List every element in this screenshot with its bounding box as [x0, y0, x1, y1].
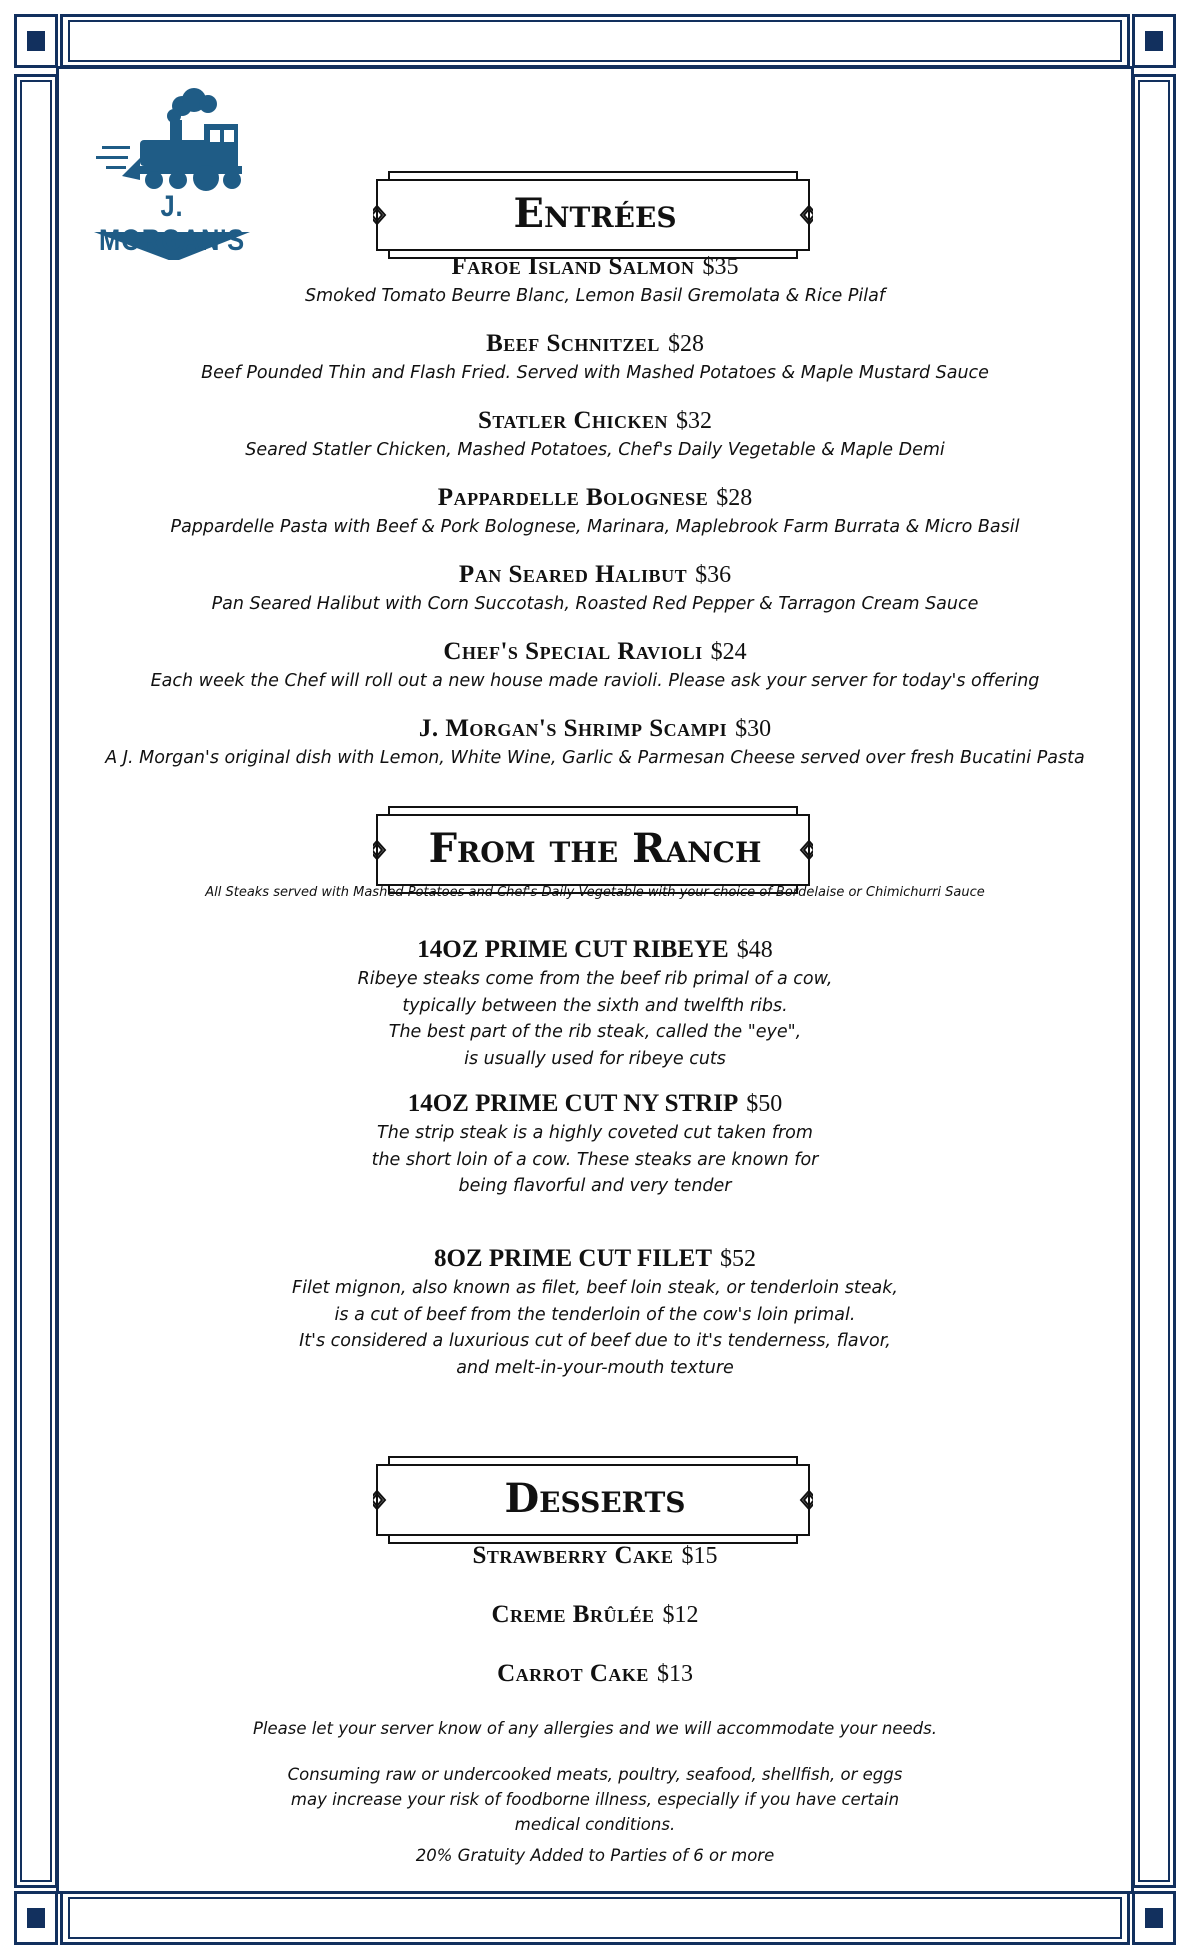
menu-item-name: Beef Schnitzel [486, 330, 660, 357]
steak-description-line: Ribeye steaks come from the beef rib primal of a cow, [357, 969, 833, 989]
logo-text: J. MORGAN'S [98, 190, 246, 257]
section-title-entrees: Entrées [513, 190, 677, 237]
menu-item-name: Chef's Special Ravioli [443, 638, 703, 665]
food-warning-line-1: Consuming raw or undercooked meats, poultry, seafood, shellfish, or eggs [287, 1765, 903, 1784]
steak-description [60, 1120, 1130, 1200]
corner-bottom-right-square [1145, 1908, 1163, 1928]
steak-price: $50 [746, 1091, 783, 1117]
menu-item [60, 330, 1130, 386]
steak-description-line: typically between the sixth and twelfth ribs. [402, 995, 788, 1016]
menu-item-name: J. Morgan's Shrimp Scampi [418, 715, 728, 742]
dessert-price: $13 [656, 1661, 693, 1687]
steak-description-line: is usually used for ribeye cuts [464, 1048, 726, 1069]
menu-item [60, 407, 1130, 463]
menu-item [60, 253, 1130, 309]
steak-description-line: It's considered a luxurious cut of beef due to it's tenderness, flavor, [299, 1331, 891, 1351]
menu-item-name: Pan Seared Halibut [458, 561, 688, 588]
dessert-item [60, 1660, 1130, 1688]
steak-description-line: is a cut of beef from the tenderloin of the cow's loin primal. [334, 1304, 856, 1325]
menu-content [60, 60, 1130, 1890]
section-title-ranch: From the Ranch [428, 825, 762, 872]
dessert-item [60, 1542, 1130, 1570]
menu-item-description: Seared Statler Chicken, Mashed Potatoes, Chef's Daily Vegetable & Maple Demi [245, 440, 945, 460]
steak-description [60, 1275, 1130, 1381]
menu-item-name: Pappardelle Bolognese [437, 484, 709, 511]
steak-description [60, 966, 1130, 1072]
ranch-note: All Steaks served with Mashed Potatoes and Chef's Daily Vegetable with your choice of Bordelaise or Chimichurri Sauce [205, 885, 985, 900]
menu-item [60, 484, 1130, 540]
menu-item-price: $28 [667, 331, 704, 357]
menu-item-price: $32 [676, 408, 713, 434]
menu-item-description: Smoked Tomato Beurre Blanc, Lemon Basil Gremolata & Rice Pilaf [305, 286, 885, 306]
steak-description-line: being flavorful and very tender [458, 1176, 732, 1196]
steak-description-line: and melt-in-your-mouth texture [456, 1357, 734, 1378]
menu-item [60, 561, 1130, 617]
steak-price: $48 [736, 937, 773, 963]
menu-item [60, 715, 1130, 771]
menu-item-name: Statler Chicken [477, 407, 669, 434]
corner-top-left-square [27, 31, 45, 51]
frame-right-bar-inner [1138, 80, 1170, 1882]
steak-item [60, 936, 1130, 1072]
menu-item [60, 638, 1130, 694]
steak-price: $52 [720, 1246, 757, 1272]
dessert-price: $12 [662, 1602, 699, 1628]
steak-description-line: The strip steak is a highly coveted cut taken from [377, 1123, 813, 1143]
menu-item-price: $24 [710, 639, 747, 665]
ranch-header [60, 805, 1130, 895]
dessert-name: Creme Brûlée [491, 1601, 655, 1628]
menu-item-name: Faroe Island Salmon [451, 253, 695, 280]
menu-item-price: $28 [716, 485, 753, 511]
allergy-notice: Please let your server know of any allergies and we will accommodate your needs. [252, 1719, 938, 1738]
steak-name: 14OZ PRIME CUT RIBEYE [417, 936, 729, 963]
corner-top-right-square [1145, 31, 1163, 51]
menu-item-description: Each week the Chef will roll out a new house made ravioli. Please ask your server for today's offering [150, 671, 1040, 691]
section-title-desserts: Desserts [504, 1475, 686, 1522]
gratuity-notice: 20% Gratuity Added to Parties of 6 or more [415, 1846, 775, 1865]
steak-name: 8OZ PRIME CUT FILET [433, 1245, 713, 1272]
steak-name: 14OZ PRIME CUT NY STRIP [407, 1090, 739, 1117]
corner-bottom-left-square [27, 1908, 45, 1928]
steak-item [60, 1245, 1130, 1381]
menu-item-price: $35 [702, 254, 739, 280]
steak-description-line: The best part of the rib steak, called the "eye", [388, 1022, 802, 1042]
steak-description-line: the short loin of a cow. These steaks are known for [371, 1149, 819, 1170]
menu-item-description: A J. Morgan's original dish with Lemon, White Wine, Garlic & Parmesan Cheese served over fresh Bucatini Pasta [105, 748, 1085, 768]
frame-top-bar-inner [68, 20, 1122, 62]
desserts-header [60, 1455, 1130, 1545]
steak-item [60, 1090, 1130, 1200]
menu-item-price: $36 [695, 562, 732, 588]
menu-item-price: $30 [735, 716, 772, 742]
dessert-name: Carrot Cake [497, 1660, 649, 1687]
menu-item-description: Pappardelle Pasta with Beef & Pork Bolognese, Marinara, Maplebrook Farm Burrata & Micro Basil [170, 517, 1020, 537]
dessert-price: $15 [681, 1543, 718, 1569]
dessert-item [60, 1601, 1130, 1629]
frame-left-bar-inner [20, 80, 52, 1882]
food-warning-line-2: may increase your risk of foodborne illness, especially if you have certain [290, 1790, 900, 1809]
entrees-header [60, 170, 1130, 260]
menu-item-description: Beef Pounded Thin and Flash Fried. Served with Mashed Potatoes & Maple Mustard Sauce [201, 363, 989, 383]
dessert-name: Strawberry Cake [472, 1542, 674, 1569]
food-warning-line-3: medical conditions. [514, 1815, 676, 1834]
menu-item-description: Pan Seared Halibut with Corn Succotash, Roasted Red Pepper & Tarragon Cream Sauce [211, 594, 979, 614]
frame-bottom-bar-inner [68, 1897, 1122, 1939]
steak-description-line: Filet mignon, also known as filet, beef loin steak, or tenderloin steak, [292, 1278, 898, 1298]
